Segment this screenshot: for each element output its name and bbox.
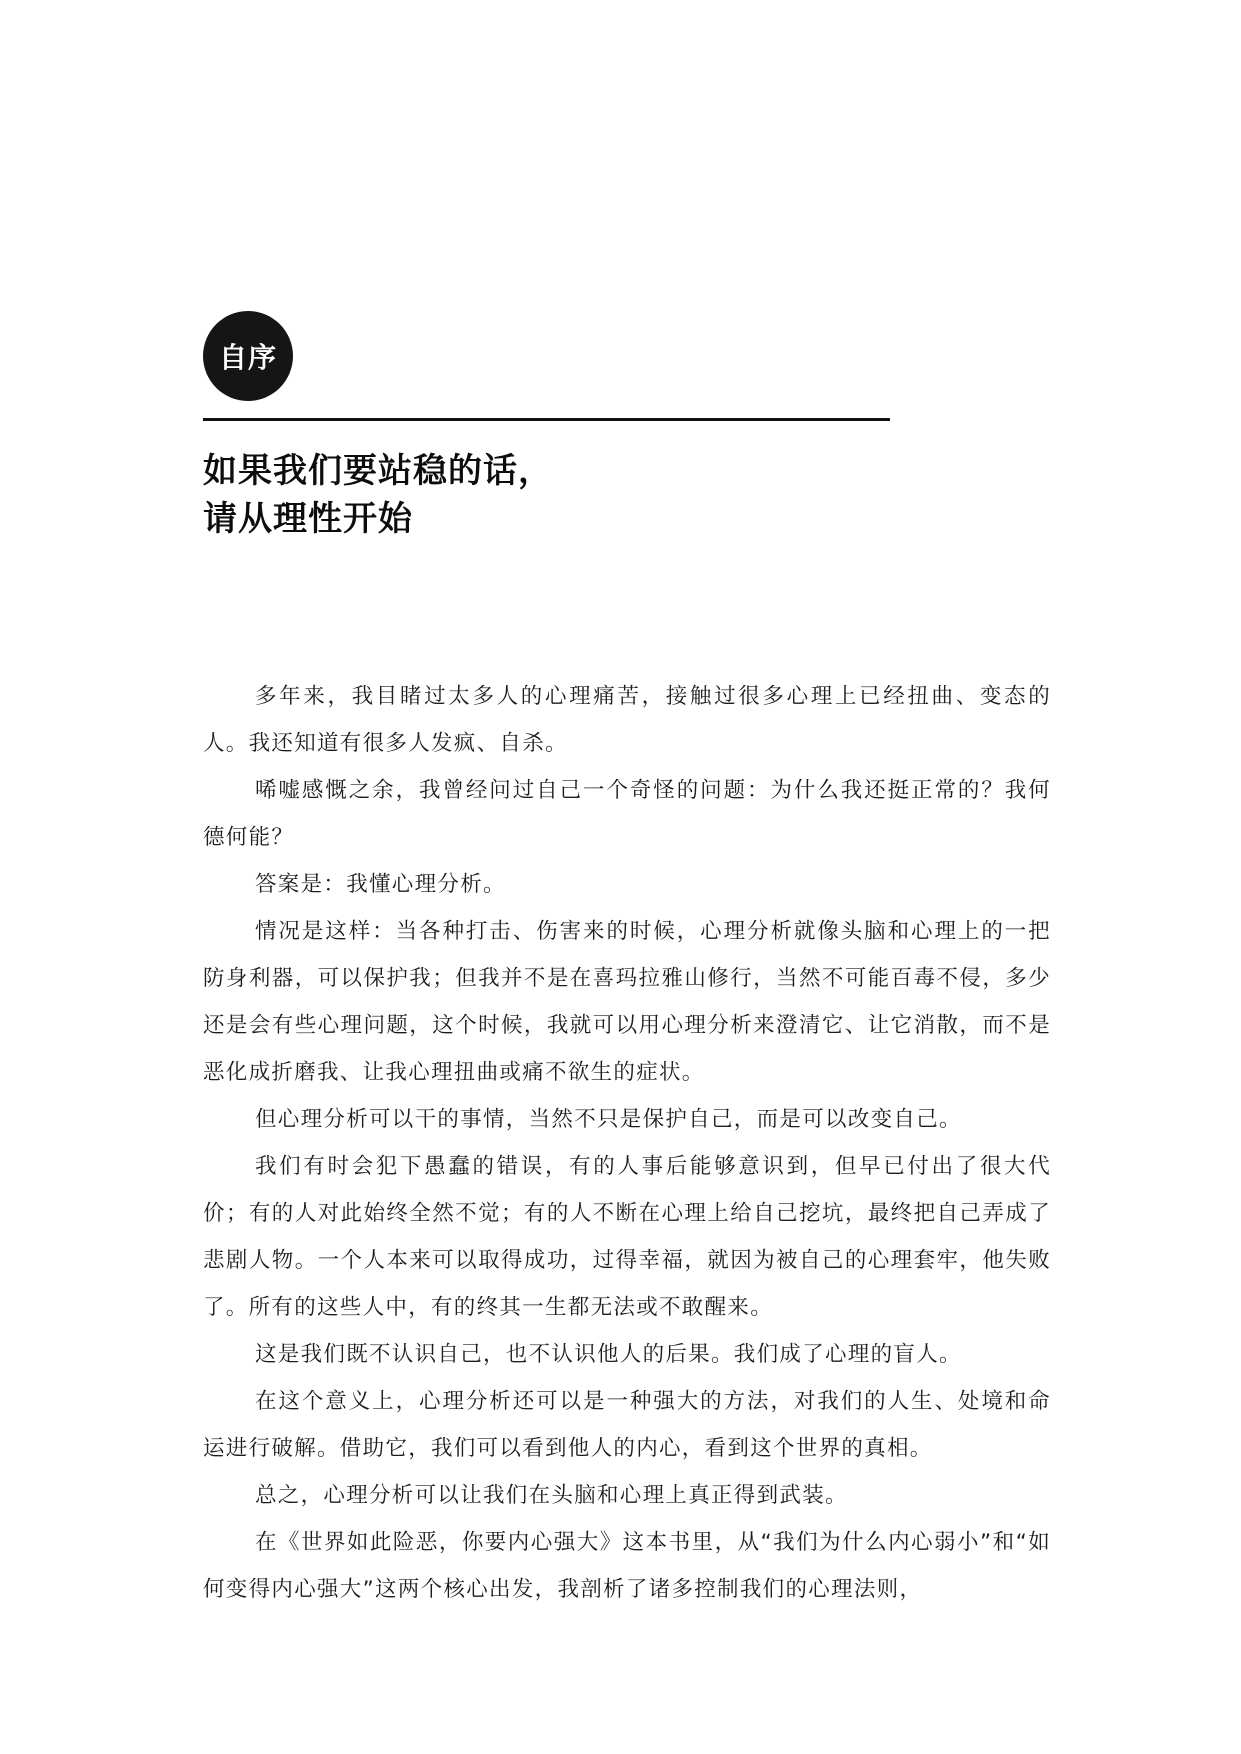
paragraph: 多年来，我目睹过太多人的心理痛苦，接触过很多心理上已经扭曲、变态的人。我还知道有很多人发疯、自杀。: [203, 684, 1051, 756]
chapter-title-line-2: 请从理性开始: [203, 499, 413, 539]
title-divider: [203, 418, 890, 421]
paragraph: 在这个意义上，心理分析还可以是一种强大的方法，对我们的人生、处境和命运进行破解。借助它，我们可以看到他人的内心，看到这个世界的真相。: [203, 1389, 1051, 1461]
section-badge-label: 自序: [218, 341, 277, 374]
paragraph: 这是我们既不认识自己，也不认识他人的后果。我们成了心理的盲人。: [255, 1342, 962, 1367]
paragraph: 唏嘘感慨之余，我曾经问过自己一个奇怪的问题：为什么我还挺正常的？我何德何能？: [203, 778, 1051, 850]
body-text: [203, 673, 1051, 1613]
paragraph: 我们有时会犯下愚蠢的错误，有的人事后能够意识到，但早已付出了很大代价；有的人对此始终全然不觉；有的人不断在心理上给自己挖坑，最终把自己弄成了悲剧人物。一个人本来可以取得成功，过得幸福，就因为被自己的心理套牢，他失败了。所有的这些人中，有的终其一生都无法或不敢醒来。: [203, 1154, 1051, 1320]
paragraph: 情况是这样：当各种打击、伤害来的时候，心理分析就像头脑和心理上的一把防身利器，可以保护我；但我并不是在喜玛拉雅山修行，当然不可能百毒不侵，多少还是会有些心理问题，这个时候，我就可以用心理分析来澄清它、让它消散，而不是恶化成折磨我、让我心理扭曲或痛不欲生的症状。: [203, 919, 1051, 1085]
paragraph: 总之，心理分析可以让我们在头脑和心理上真正得到武装。: [255, 1483, 848, 1508]
chapter-title-line-1: 如果我们要站稳的话，: [203, 451, 553, 491]
paragraph: 在《世界如此险恶，你要内心强大》这本书里，从“我们为什么内心弱小”和“如何变得内心强大”这两个核心出发，我剖析了诸多控制我们的心理法则，: [203, 1530, 1051, 1602]
chapter-title: [203, 447, 963, 543]
paragraph: 答案是：我懂心理分析。: [255, 872, 506, 897]
section-badge: [203, 311, 293, 401]
paragraph: 但心理分析可以干的事情，当然不只是保护自己，而是可以改变自己。: [255, 1107, 962, 1132]
